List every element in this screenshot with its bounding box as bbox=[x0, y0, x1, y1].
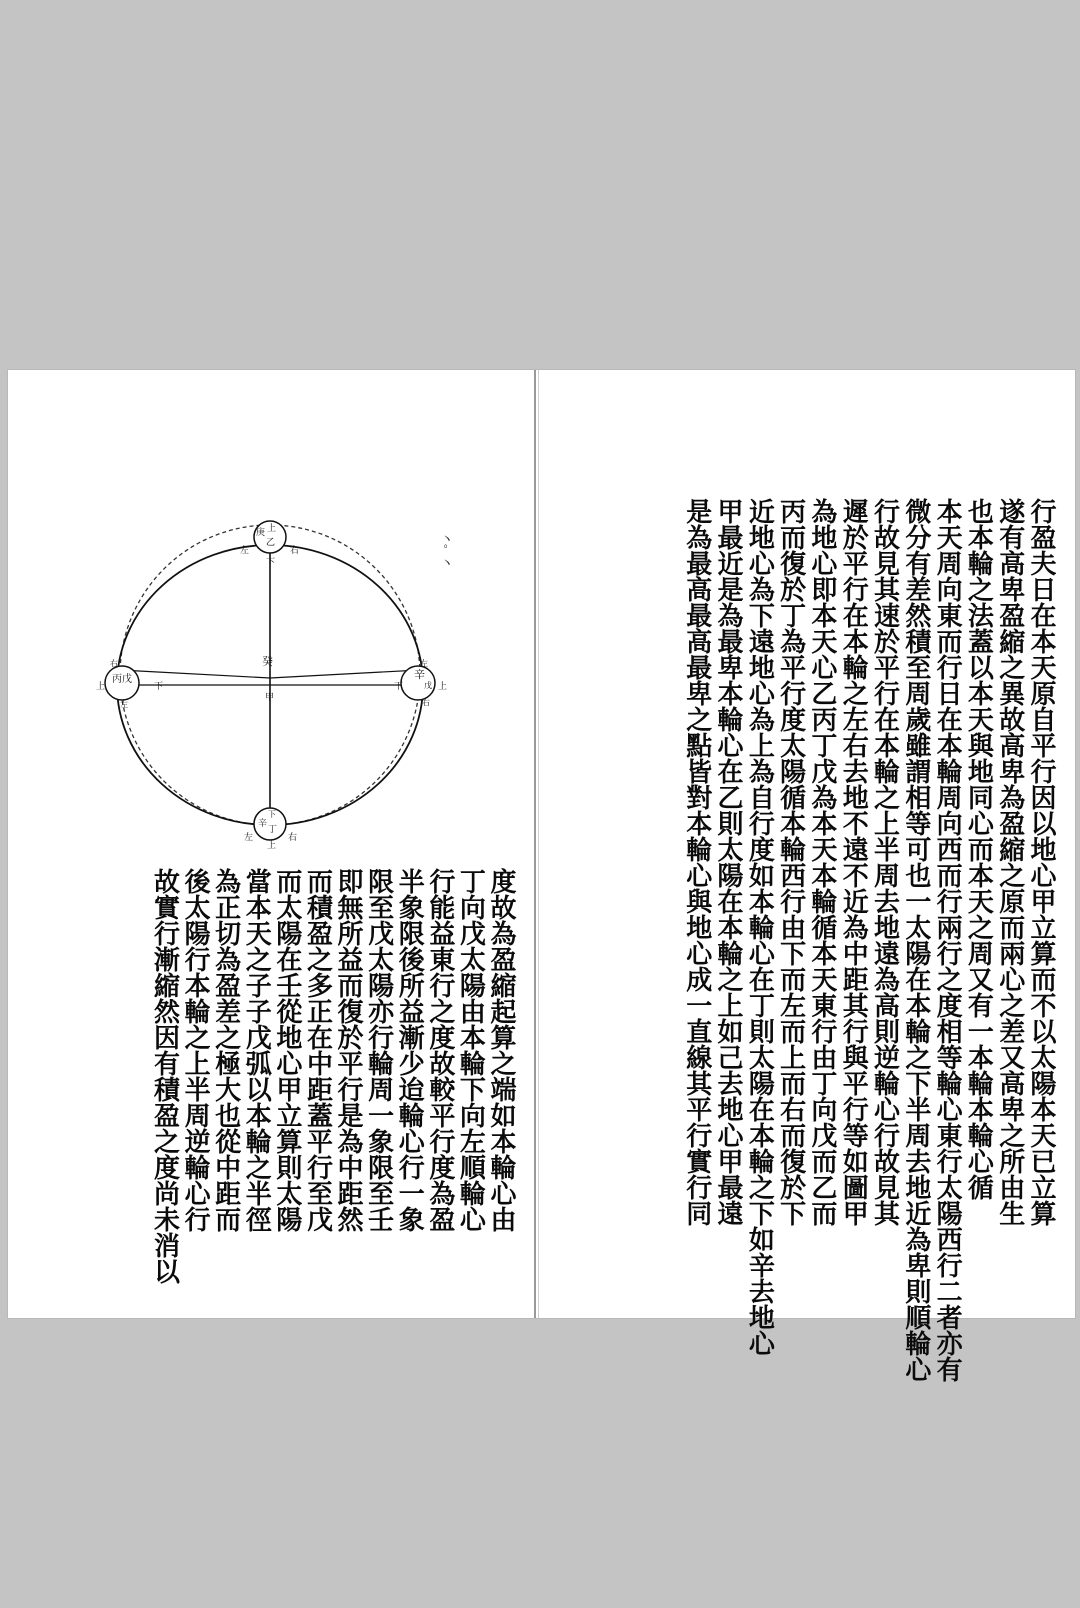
label-right-3: 下 bbox=[394, 682, 404, 692]
text-column: 而積盈之多正在中距蓋平行至戊 bbox=[302, 868, 333, 1232]
text-column: 是為最高最高最卑之點皆對本輪心與地心成一直線其平行實行同 bbox=[681, 498, 712, 1226]
label-top-5: 右 bbox=[290, 546, 300, 556]
text-column: 行盈夫日在本天原自平行因以地心甲立算而不以太陽本天已立算 bbox=[1026, 498, 1056, 1226]
label-right-1: 辛 bbox=[414, 668, 425, 681]
text-column: 當本天之子子戊弧以本輪之半徑 bbox=[241, 868, 272, 1232]
book-spread bbox=[8, 370, 1075, 1382]
label-top-3: 乙 bbox=[266, 538, 276, 548]
label-bottom-6: 上 bbox=[267, 841, 277, 851]
label-left-5: 右 bbox=[110, 659, 118, 668]
label-bottom-3: 丁 bbox=[268, 825, 278, 835]
text-column: 半象限後所益漸少迨輪心行一象 bbox=[394, 868, 425, 1232]
label-right-4: 上 bbox=[438, 682, 448, 692]
label-bottom-1: 下 bbox=[268, 810, 276, 819]
text-column: 本天周向東而行日在本輪周向西而行兩行之度相等輪心東行太陽西行二者亦有 bbox=[932, 498, 963, 1382]
label-right-6: 右 bbox=[422, 698, 430, 707]
text-column: 故實行漸縮然因有積盈之度尚未消以 bbox=[149, 868, 180, 1284]
text-column: 為地心即本天心乙丙丁戊為本天本輪循本天東行由丁向戊而乙而 bbox=[806, 498, 837, 1226]
label-bottom-2: 辛 bbox=[258, 819, 268, 829]
text-column: 度故為盈縮起算之端如本輪心由 bbox=[486, 868, 516, 1232]
orbit-diagram bbox=[80, 510, 480, 850]
label-bottom-5: 右 bbox=[288, 833, 298, 843]
label-top-2: 上 bbox=[267, 524, 277, 534]
text-column: 丁向戊太陽由本輪下向左順輪心 bbox=[455, 868, 486, 1232]
text-column: 也本輪之法蓋以本天與地同心而本天之周又有一本輪本輪心循 bbox=[963, 498, 994, 1200]
label-left-3: 上 bbox=[96, 682, 106, 692]
right-page-text bbox=[554, 498, 1056, 1382]
label-top-1: 庚 bbox=[256, 528, 266, 538]
page-gutter-shadow bbox=[538, 370, 539, 1318]
text-column: 而太陽在壬從地心甲立算則太陽 bbox=[271, 868, 302, 1232]
text-column: 遲於平行在本輪之左右去地不遠不近為中距其行與平行等如圖甲 bbox=[838, 498, 869, 1226]
text-column: 行能益東行之度故較平行度為盈 bbox=[424, 868, 455, 1232]
label-left-2: 戊 bbox=[122, 674, 132, 685]
text-column: 丙而復於丁為平行度太陽循本輪西行由下而左而上而右而復於下 bbox=[775, 498, 806, 1226]
text-column: 為正切為盈差之極大也從中距而 bbox=[210, 868, 241, 1232]
label-left-1: 丙 bbox=[112, 674, 122, 685]
text-column: 行故見其速於平行在本輪之上半周去地遠為高則逆輪心行故見其 bbox=[869, 498, 900, 1226]
label-top-4: 左 bbox=[240, 546, 250, 556]
left-page-text bbox=[26, 868, 516, 1303]
text-column: 即無所益而復於平行是為中距然 bbox=[333, 868, 364, 1232]
label-right-2: 戊 bbox=[424, 681, 432, 690]
label-left-6: 左 bbox=[120, 700, 128, 709]
text-column: 後太陽行本輪之上半周逆輪心行 bbox=[180, 868, 211, 1232]
text-column: 甲最近是為最卑本輪心在乙則太陽在本輪之上如己去地心甲最遠 bbox=[713, 498, 744, 1226]
label-left-4: 下 bbox=[154, 682, 164, 692]
label-right-5: 左 bbox=[420, 659, 428, 668]
label-center-2: 甲 bbox=[265, 693, 275, 703]
text-column: 遂有高卑盈縮之異故高卑為盈縮之原而兩心之差又高卑之所由生 bbox=[994, 498, 1025, 1226]
label-top-6: 下 bbox=[266, 558, 276, 568]
label-center-1: 癸 bbox=[262, 655, 273, 668]
label-bottom-4: 左 bbox=[244, 833, 254, 843]
text-column: 限至戊太陽亦行輪周一象限至壬 bbox=[363, 868, 394, 1232]
page-gutter bbox=[534, 370, 536, 1318]
text-column: 近地心為下遠地心為上為自行度如本輪心在丁則太陽在本輪之下如辛去地心 bbox=[744, 498, 775, 1356]
text-column: 微分有差然積至周歲雖謂相等可也一太陽在本輪之下半周去地近為卑則順輪心 bbox=[900, 498, 931, 1382]
margin-note: 丶ﾟ丶 bbox=[438, 532, 454, 568]
